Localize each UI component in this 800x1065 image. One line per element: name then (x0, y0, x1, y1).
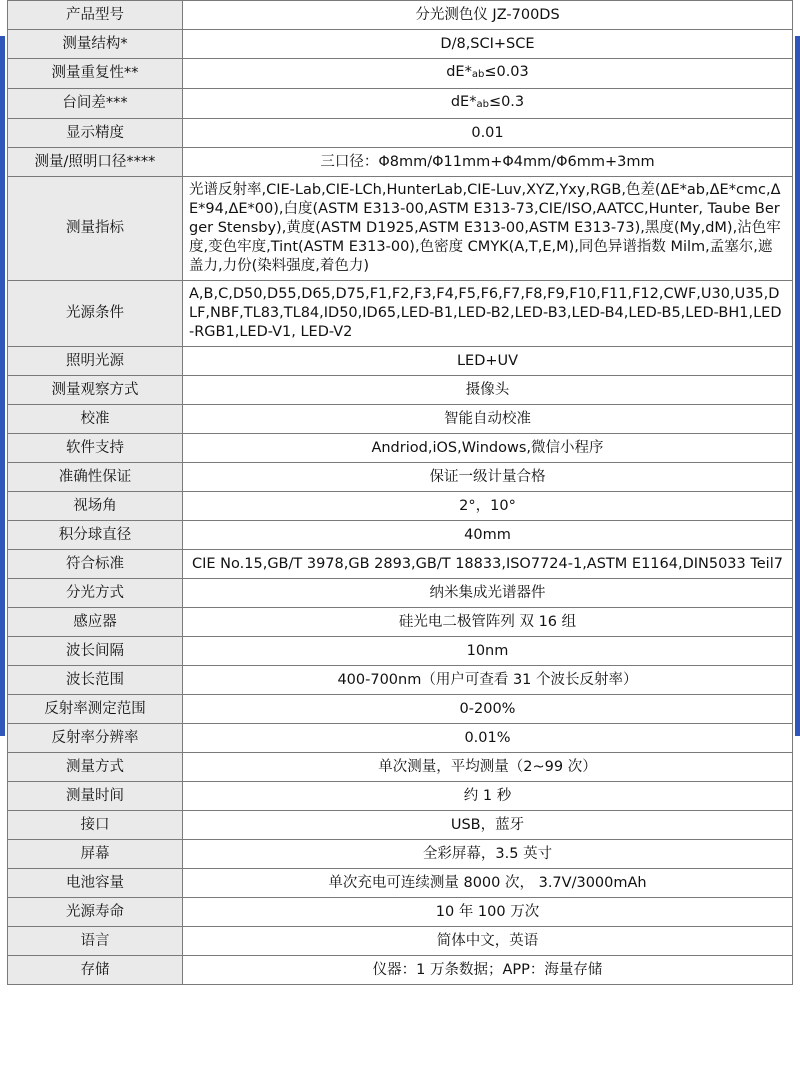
spec-label: 反射率分辨率 (8, 724, 183, 753)
spec-value: 全彩屏幕，3.5 英寸 (183, 840, 793, 869)
spec-value: 智能自动校准 (183, 405, 793, 434)
table-row (8, 521, 793, 550)
spec-label: 电池容量 (8, 869, 183, 898)
table-row (8, 666, 793, 695)
spec-value: A,B,C,D50,D55,D65,D75,F1,F2,F3,F4,F5,F6,F7,F8,F9,F10,F11,F12,CWF,U30,U35,DLF,NBF,TL83,TL84,ID50,ID65,LED-B1,LED-B2,LED-B3,LED-B4,LED-B5,LED-BH1,LED-RGB1,LED-V1, LED-V2 (183, 281, 793, 347)
spec-value-main: dE* (450, 94, 477, 110)
table-row (8, 811, 793, 840)
table-row (8, 956, 793, 985)
spec-label: 测量指标 (8, 177, 183, 281)
table-row (8, 637, 793, 666)
left-accent-bar (0, 36, 5, 736)
table-row (8, 840, 793, 869)
table-row (8, 869, 793, 898)
spec-value: 单次充电可连续测量 8000 次， 3.7V/3000mAh (183, 869, 793, 898)
spec-value: 分光测色仪 JZ-700DS (183, 1, 793, 30)
spec-value (183, 59, 793, 89)
spec-value: 2°，10° (183, 492, 793, 521)
spec-value: USB，蓝牙 (183, 811, 793, 840)
spec-value: 400-700nm（用户可查看 31 个波长反射率） (183, 666, 793, 695)
spec-label: 分光方式 (8, 579, 183, 608)
table-row (8, 347, 793, 376)
table-row (8, 405, 793, 434)
table-row (8, 59, 793, 89)
spec-label: 测量方式 (8, 753, 183, 782)
spec-label: 光源条件 (8, 281, 183, 347)
spec-value: 纳米集成光谱器件 (183, 579, 793, 608)
spec-label: 测量结构* (8, 30, 183, 59)
table-row (8, 30, 793, 59)
spec-value: 10 年 100 万次 (183, 898, 793, 927)
table-row (8, 119, 793, 148)
spec-value: 保证一级计量合格 (183, 463, 793, 492)
spec-value: 单次测量，平均测量（2~99 次） (183, 753, 793, 782)
table-row (8, 608, 793, 637)
table-row (8, 927, 793, 956)
spec-value: 简体中文，英语 (183, 927, 793, 956)
spec-value-tail: ≤0.03 (484, 64, 529, 80)
spec-value: 光谱反射率,CIE-Lab,CIE-LCh,HunterLab,CIE-Luv,XYZ,Yxy,RGB,色差(ΔE*ab,ΔE*cmc,ΔE*94,ΔE*00),白度(ASTM E313-00,ASTM E313-73,CIE/ISO,AATCC,Hunter, Taube Berger Stensby),黄度(ASTM D1925,ASTM E313-00,ASTM E313-73),黑度(My,dM),沾色牢度,变色牢度,Tint(ASTM E313-00),色密度 CMYK(A,T,E,M),同色异谱指数 Milm,孟塞尔,遮盖力,力份(染料强度,着色力) (183, 177, 793, 281)
table-row (8, 89, 793, 119)
spec-label: 波长范围 (8, 666, 183, 695)
spec-table (7, 0, 793, 985)
table-row (8, 148, 793, 177)
spec-label: 波长间隔 (8, 637, 183, 666)
spec-label: 测量时间 (8, 782, 183, 811)
spec-label: 产品型号 (8, 1, 183, 30)
table-row (8, 177, 793, 281)
spec-value: LED+UV (183, 347, 793, 376)
table-row (8, 1, 793, 30)
table-row (8, 434, 793, 463)
spec-label: 准确性保证 (8, 463, 183, 492)
spec-value-subscript: ab (471, 69, 485, 80)
spec-label: 符合标准 (8, 550, 183, 579)
spec-value: 硅光电二极管阵列 双 16 组 (183, 608, 793, 637)
spec-value: D/8,SCI+SCE (183, 30, 793, 59)
spec-label: 接口 (8, 811, 183, 840)
spec-label: 感应器 (8, 608, 183, 637)
spec-label: 测量重复性** (8, 59, 183, 89)
spec-label: 软件支持 (8, 434, 183, 463)
table-row (8, 579, 793, 608)
right-accent-bar (795, 36, 800, 736)
spec-value: 仪器：1 万条数据；APP：海量存储 (183, 956, 793, 985)
spec-label: 反射率测定范围 (8, 695, 183, 724)
spec-label: 视场角 (8, 492, 183, 521)
spec-label: 光源寿命 (8, 898, 183, 927)
spec-value: 0-200% (183, 695, 793, 724)
spec-value: 0.01% (183, 724, 793, 753)
spec-value-tail: ≤0.3 (488, 94, 525, 110)
spec-value: Andriod,iOS,Windows,微信小程序 (183, 434, 793, 463)
table-row (8, 782, 793, 811)
table-row (8, 550, 793, 579)
spec-label: 校准 (8, 405, 183, 434)
spec-value (183, 89, 793, 119)
spec-value: 10nm (183, 637, 793, 666)
spec-label: 台间差*** (8, 89, 183, 119)
spec-value: 摄像头 (183, 376, 793, 405)
table-row (8, 724, 793, 753)
spec-value: 三口径：Φ8mm/Φ11mm+Φ4mm/Φ6mm+3mm (183, 148, 793, 177)
spec-value: 0.01 (183, 119, 793, 148)
table-row (8, 463, 793, 492)
table-row (8, 281, 793, 347)
spec-value-subscript: ab (476, 99, 489, 110)
spec-value: CIE No.15,GB/T 3978,GB 2893,GB/T 18833,ISO7724-1,ASTM E1164,DIN5033 Teil7 (183, 550, 793, 579)
table-row (8, 376, 793, 405)
spec-label: 积分球直径 (8, 521, 183, 550)
spec-label: 屏幕 (8, 840, 183, 869)
table-row (8, 898, 793, 927)
spec-label: 存储 (8, 956, 183, 985)
spec-value: 40mm (183, 521, 793, 550)
table-row (8, 492, 793, 521)
spec-label: 语言 (8, 927, 183, 956)
spec-label: 照明光源 (8, 347, 183, 376)
spec-value-main: dE* (446, 64, 472, 80)
spec-label: 测量观察方式 (8, 376, 183, 405)
table-row (8, 753, 793, 782)
spec-label: 显示精度 (8, 119, 183, 148)
spec-value: 约 1 秒 (183, 782, 793, 811)
spec-label: 测量/照明口径**** (8, 148, 183, 177)
table-row (8, 695, 793, 724)
